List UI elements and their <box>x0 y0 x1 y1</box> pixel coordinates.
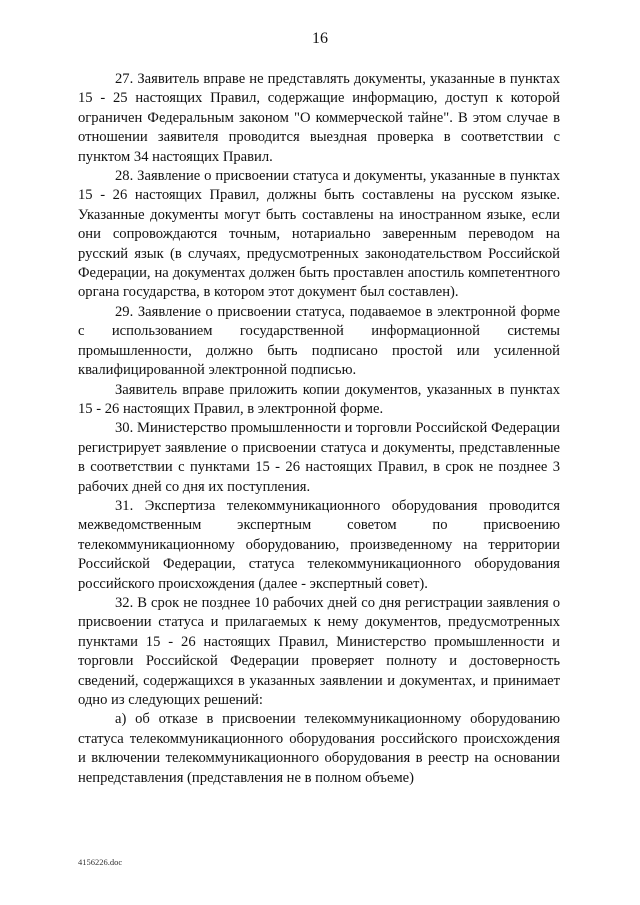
paragraph-32: 32. В срок не позднее 10 рабочих дней со дня регистрации заявления о присвоении статуса и прилагаемых к нему документов, предусмотренных пунктами 15 - 26 настоящих Правил, Министерство промышленности и торговли Российской Федерации проверяет полноту и достоверность сведений, содержащихся в указанных заявлении и документах, и принимает одно из следующих решений: <box>78 594 560 708</box>
footer-filename: 4156226.doc <box>78 857 123 867</box>
paragraph-27: 27. Заявитель вправе не представлять документы, указанные в пунктах 15 - 25 настоящих Правил, содержащие информацию, доступ к которой ограничен Федеральным законом "О коммерческой тайне". В этом случае в отношении заявителя проводится выездная проверка в соответствии с пунктом 34 настоящих Правил. <box>78 71 560 165</box>
paragraph-28: 28. Заявление о присвоении статуса и документы, указанные в пунктах 15 - 26 настоящих Правил, должны быть составлены на русском языке. Указанные документы могут быть составлены на иностранном языке, если они сопровождаются точным, нотариально заверенным переводом на русский язык (в случаях, предусмотренных законодательством Российской Федерации, на документах должен быть проставлен апостиль компетентного органа государства, в котором этот документ был составлен). <box>78 168 560 301</box>
paragraph-29-note: Заявитель вправе приложить копии документов, указанных в пунктах 15 - 26 настоящих Правил, в электронной форме. <box>78 381 560 417</box>
paragraph-30: 30. Министерство промышленности и торговли Российской Федерации регистрирует заявление о присвоении статуса и документы, представленные в соответствии с пунктами 15 - 26 настоящих Правил, в срок не позднее 3 рабочих дней со дня их поступления. <box>78 420 560 495</box>
paragraph-29: 29. Заявление о присвоении статуса, подаваемое в электронной форме с использованием государственной информационной системы промышленности, должно быть подписано простой или усиленной квалифицированной электронной подписью. <box>78 303 560 379</box>
document-body <box>78 70 560 788</box>
paragraph-31: 31. Экспертиза телекоммуникационного оборудования проводится межведомственным экспертным советом по присвоению телекоммуникационному оборудованию, произведенному на территории Российской Федерации, статуса телекоммуникационного оборудования российского происхождения (далее - экспертный совет). <box>78 497 560 592</box>
page-number: 16 <box>312 30 328 47</box>
paragraph-32-a: а) об отказе в присвоении телекоммуникационному оборудованию статуса телекоммуникационного оборудования российского происхождения и включении телекоммуникационного оборудования в реестр на основании непредставления (представления не в полном объеме) <box>78 711 560 786</box>
